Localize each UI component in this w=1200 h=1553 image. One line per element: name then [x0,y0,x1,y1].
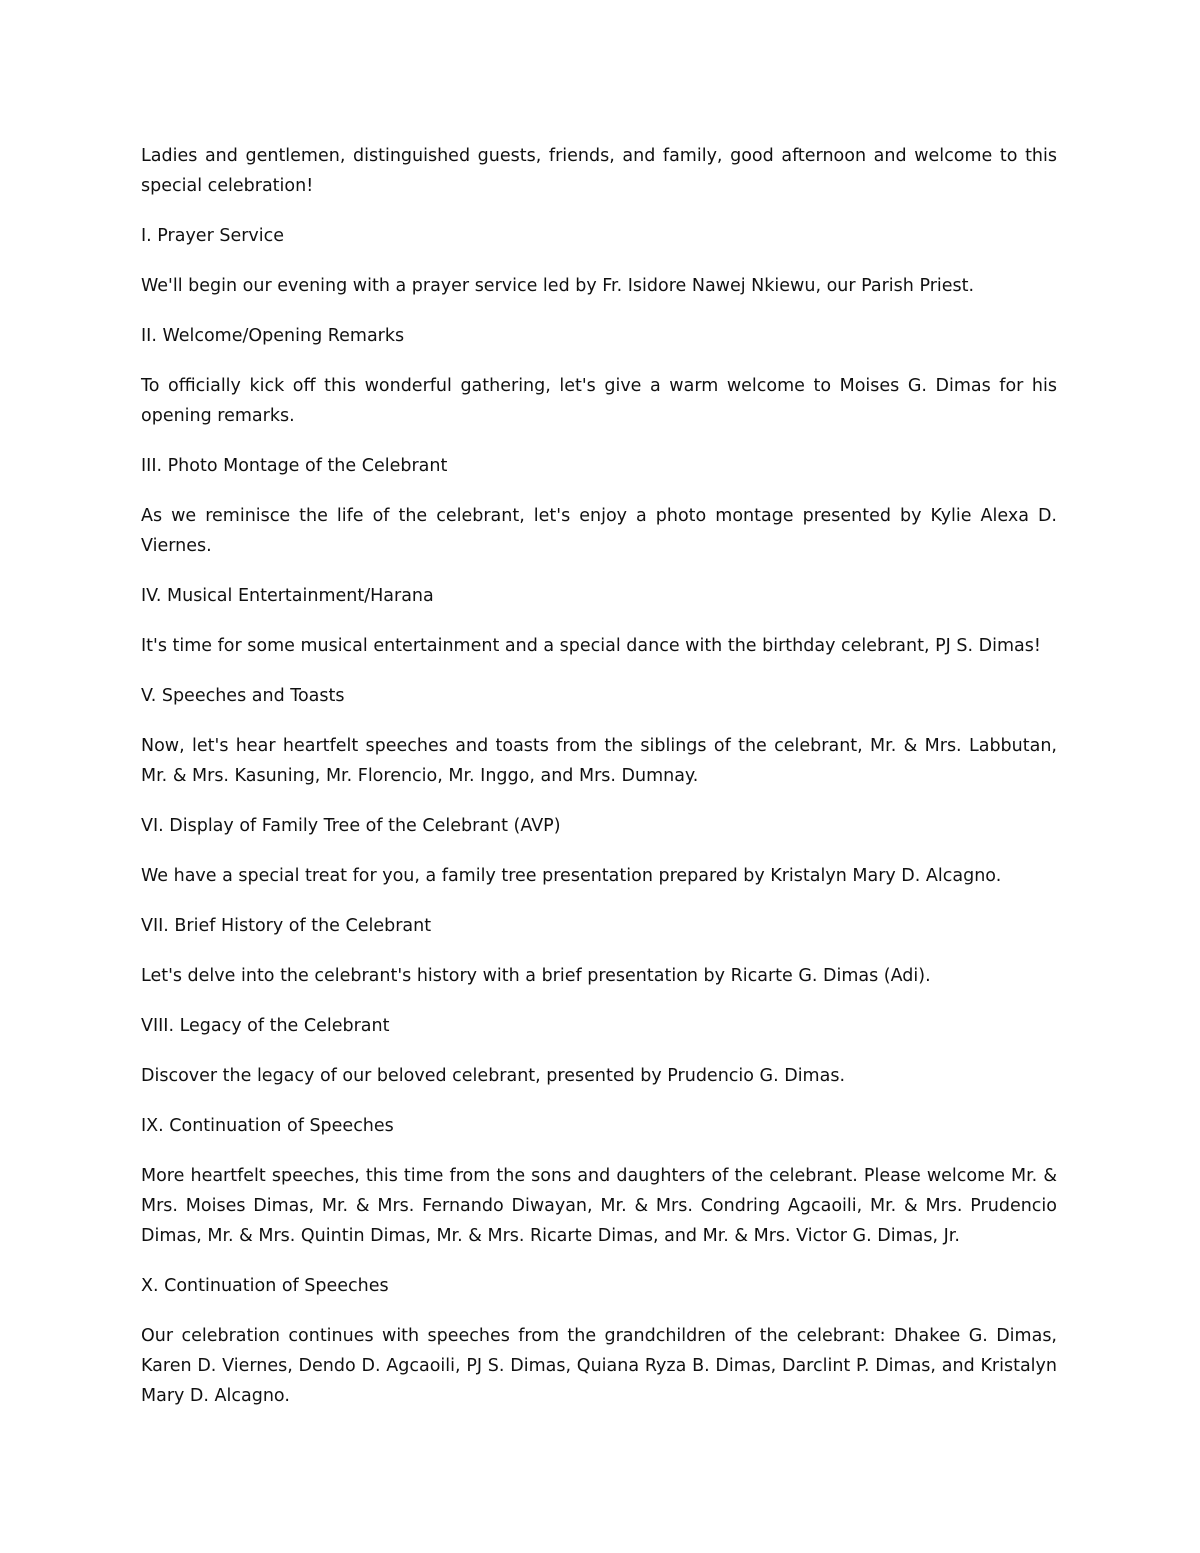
section-body-3: As we reminisce the life of the celebrant, let's enjoy a photo montage presented by Kylie Alexa D. Viernes. [141,506,1057,556]
section-heading-8: VIII. Legacy of the Celebrant [141,1016,390,1036]
section-heading-7: VII. Brief History of the Celebrant [141,916,432,936]
intro-paragraph: Ladies and gentlemen, distinguished guests, friends, and family, good afternoon and welcome to this special celebration! [141,146,1057,196]
section-body-1: We'll begin our evening with a prayer service led by Fr. Isidore Nawej Nkiewu, our Parish Priest. [141,276,975,296]
section-body-6: We have a special treat for you, a family tree presentation prepared by Kristalyn Mary D. Alcagno. [141,866,1002,886]
section-heading-6: VI. Display of Family Tree of the Celebrant (AVP) [141,816,561,836]
section-body-9: More heartfelt speeches, this time from the sons and daughters of the celebrant. Please welcome Mr. & Mrs. Moises Dimas, Mr. & Mrs. Fernando Diwayan, Mr. & Mrs. Condring Agcaoili, Mr. & Mrs. Prudencio Dimas, Mr. & Mrs. Quintin Dimas, Mr. & Mrs. Ricarte Dimas, and Mr. & Mrs. Victor G. Dimas, Jr. [141,1166,1057,1246]
section-heading-9: IX. Continuation of Speeches [141,1116,394,1136]
section-body-2: To officially kick off this wonderful gathering, let's give a warm welcome to Moises G. Dimas for his opening remarks. [141,376,1057,426]
section-heading-1: I. Prayer Service [141,226,285,246]
section-body-10: Our celebration continues with speeches from the grandchildren of the celebrant: Dhakee G. Dimas, Karen D. Viernes, Dendo D. Agcaoili, PJ S. Dimas, Quiana Ryza B. Dimas, Darclint P. Dimas, and Kristalyn Mary D. Alcagno. [141,1326,1057,1406]
section-body-5: Now, let's hear heartfelt speeches and toasts from the siblings of the celebrant, Mr. & Mrs. Labbutan, Mr. & Mrs. Kasuning, Mr. Florencio, Mr. Inggo, and Mrs. Dumnay. [141,736,1057,786]
section-heading-4: IV. Musical Entertainment/Harana [141,586,434,606]
section-heading-10: X. Continuation of Speeches [141,1276,389,1296]
section-heading-3: III. Photo Montage of the Celebrant [141,456,448,476]
section-heading-5: V. Speeches and Toasts [141,686,345,706]
section-body-4: It's time for some musical entertainment and a special dance with the birthday celebrant, PJ S. Dimas! [141,636,1041,656]
section-body-7: Let's delve into the celebrant's history with a brief presentation by Ricarte G. Dimas (Adi). [141,966,931,986]
document-page [141,141,1057,1431]
section-heading-2: II. Welcome/Opening Remarks [141,326,405,346]
section-body-8: Discover the legacy of our beloved celebrant, presented by Prudencio G. Dimas. [141,1066,846,1086]
